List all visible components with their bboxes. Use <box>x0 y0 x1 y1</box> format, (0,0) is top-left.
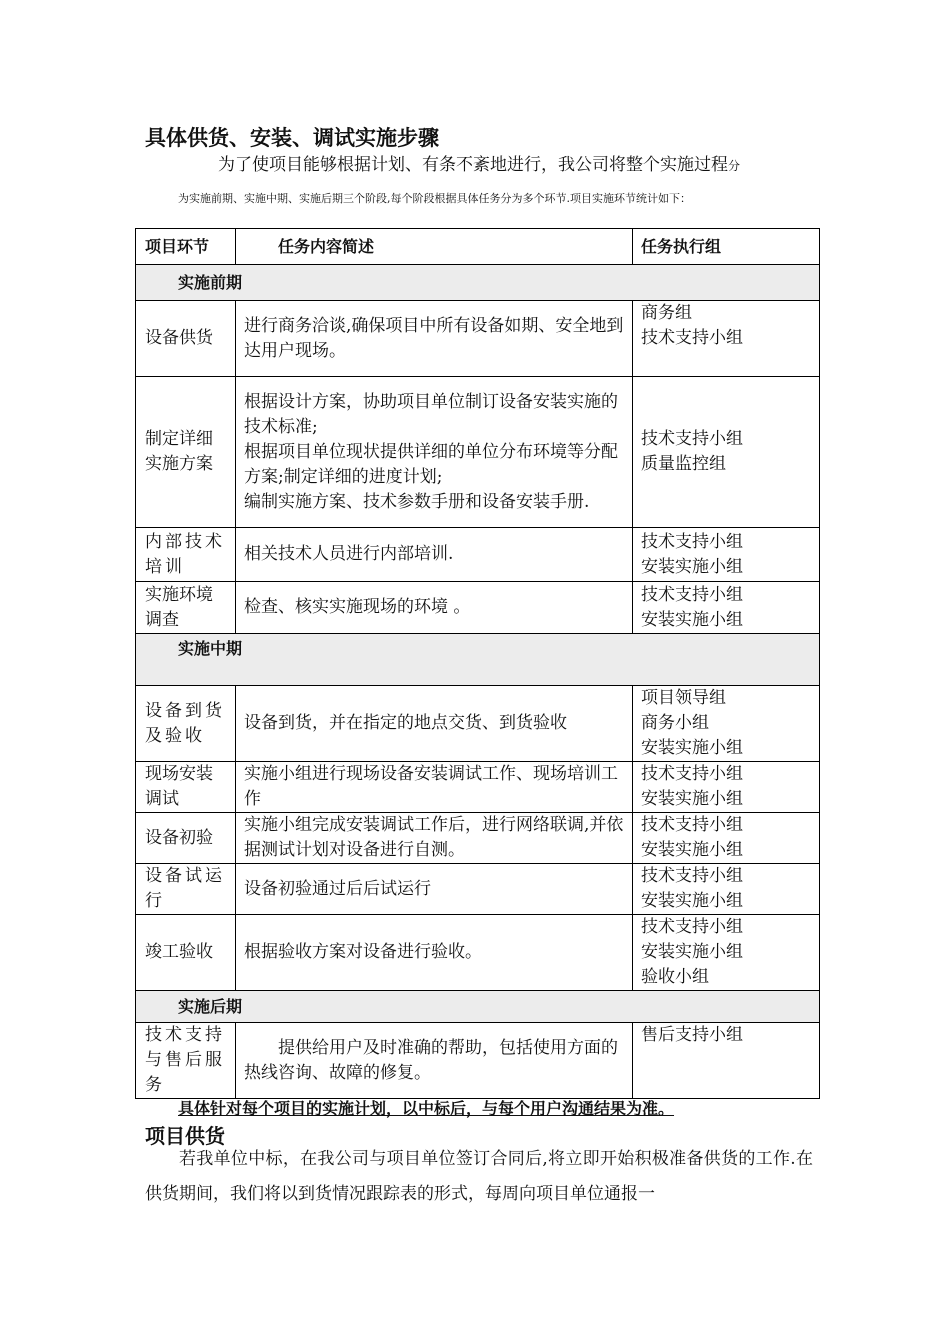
description-line: 根据项目单位现状提供详细的单位分布环境等分配方案;制定详细的进度计划; <box>244 441 618 487</box>
page-title: 具体供货、安装、调试实施步骤 <box>145 126 439 150</box>
group-name: 安装实施小组 <box>641 609 743 630</box>
intro-paragraph-line1: 为了使项目能够根据计划、有条不紊地进行，我公司将整个实施过程分 <box>218 155 741 175</box>
group-name: 商务组 <box>641 303 692 323</box>
group-name: 安装实施小组 <box>641 891 743 911</box>
group-name: 技术支持小组 <box>641 764 743 784</box>
table-row <box>136 686 820 762</box>
step-cell: 制定详细实施方案 <box>136 377 236 528</box>
group-name: 安装实施小组 <box>641 556 743 577</box>
table-row <box>136 528 820 582</box>
group-name: 技术支持小组 <box>641 815 743 835</box>
group-name: 技术支持小组 <box>641 328 743 348</box>
table-row <box>136 1023 820 1099</box>
group-cell <box>633 762 820 813</box>
step-cell: 内部技术培训 <box>136 528 236 582</box>
section-title: 项目供货 <box>145 1124 225 1148</box>
step-cell: 设备到货及验收 <box>136 686 236 762</box>
group-cell <box>633 864 820 915</box>
group-name: 安装实施小组 <box>641 840 743 860</box>
group-name: 技术支持小组 <box>641 917 743 937</box>
header-description: 任务内容简述 <box>236 229 633 265</box>
table-row <box>136 864 820 915</box>
header-step: 项目环节 <box>136 229 236 265</box>
table-row <box>136 377 820 528</box>
group-name: 安装实施小组 <box>641 789 743 809</box>
group-cell <box>633 582 820 634</box>
group-cell <box>633 301 820 377</box>
description-cell <box>236 377 633 528</box>
group-cell <box>633 686 820 762</box>
table-row <box>136 813 820 864</box>
phase-row-pre <box>136 265 820 301</box>
group-name: 技术支持小组 <box>641 866 743 886</box>
description-cell: 进行商务洽谈,确保项目中所有设备如期、安全地到达用户现场。 <box>236 301 633 377</box>
group-name: 安装实施小组 <box>641 942 743 962</box>
table-header-row <box>136 229 820 265</box>
step-cell: 技术支持与售后服务 <box>136 1023 236 1099</box>
group-cell <box>633 813 820 864</box>
description-cell: 根据验收方案对设备进行验收。 <box>236 915 633 991</box>
group-cell <box>633 915 820 991</box>
header-group: 任务执行组 <box>633 229 820 265</box>
step-cell: 现场安装调试 <box>136 762 236 813</box>
description-cell: 实施小组完成安装调试工作后，进行网络联调,并依据测试计划对设备进行自测。 <box>236 813 633 864</box>
table-row <box>136 915 820 991</box>
description-cell: 提供给用户及时准确的帮助，包括使用方面的热线咨询、故障的修复。 <box>236 1023 633 1099</box>
implementation-plan-table <box>135 228 820 1099</box>
implementation-note: 具体针对每个项目的实施计划，以中标后，与每个用户沟通结果为准。 <box>178 1099 675 1118</box>
intro-paragraph-line2: 为实施前期、实施中期、实施后期三个阶段,每个阶段根据具体任务分为多个环节.项目实施环节统计如下： <box>178 192 691 205</box>
group-cell <box>633 377 820 528</box>
group-cell <box>633 1023 820 1099</box>
group-name: 验收小组 <box>641 967 709 987</box>
table-row <box>136 301 820 377</box>
group-name: 售后支持小组 <box>641 1025 743 1045</box>
group-cell <box>633 528 820 582</box>
section-paragraph: 若我单位中标，在我公司与项目单位签订合同后,将立即开始积极准备供货的工作.在供货期间，我们将以到货情况跟踪表的形式，每周向项目单位通报一 <box>145 1149 813 1204</box>
step-cell: 实施环境调查 <box>136 582 236 634</box>
group-name: 技术支持小组 <box>641 584 743 605</box>
description-cell: 检查、核实实施现场的环境 。 <box>236 582 633 634</box>
phase-label: 实施中期 <box>136 634 820 686</box>
table-row <box>136 762 820 813</box>
phase-row-mid <box>136 634 820 686</box>
step-cell: 竣工验收 <box>136 915 236 991</box>
group-name: 商务小组 <box>641 713 709 733</box>
group-name: 技术支持小组 <box>641 531 743 552</box>
step-cell: 设备试运行 <box>136 864 236 915</box>
group-name: 安装实施小组 <box>641 738 743 758</box>
group-name: 技术支持小组 <box>641 429 743 449</box>
description-cell: 设备初验通过后后试运行 <box>236 864 633 915</box>
description-cell: 实施小组进行现场设备安装调试工作、现场培训工作 <box>236 762 633 813</box>
group-name: 项目领导组 <box>641 688 726 708</box>
step-cell: 设备供货 <box>136 301 236 377</box>
phase-label: 实施前期 <box>136 265 820 301</box>
step-cell: 设备初验 <box>136 813 236 864</box>
description-cell: 相关技术人员进行内部培训. <box>236 528 633 582</box>
phase-label: 实施后期 <box>136 991 820 1023</box>
description-line: 编制实施方案、技术参数手册和设备安装手册. <box>244 491 590 512</box>
description-line: 根据设计方案，协助项目单位制订设备安装实施的技术标准; <box>244 391 618 437</box>
phase-row-post <box>136 991 820 1023</box>
table-row <box>136 582 820 634</box>
group-name: 质量监控组 <box>641 454 726 474</box>
description-cell: 设备到货，并在指定的地点交货、到货验收 <box>236 686 633 762</box>
